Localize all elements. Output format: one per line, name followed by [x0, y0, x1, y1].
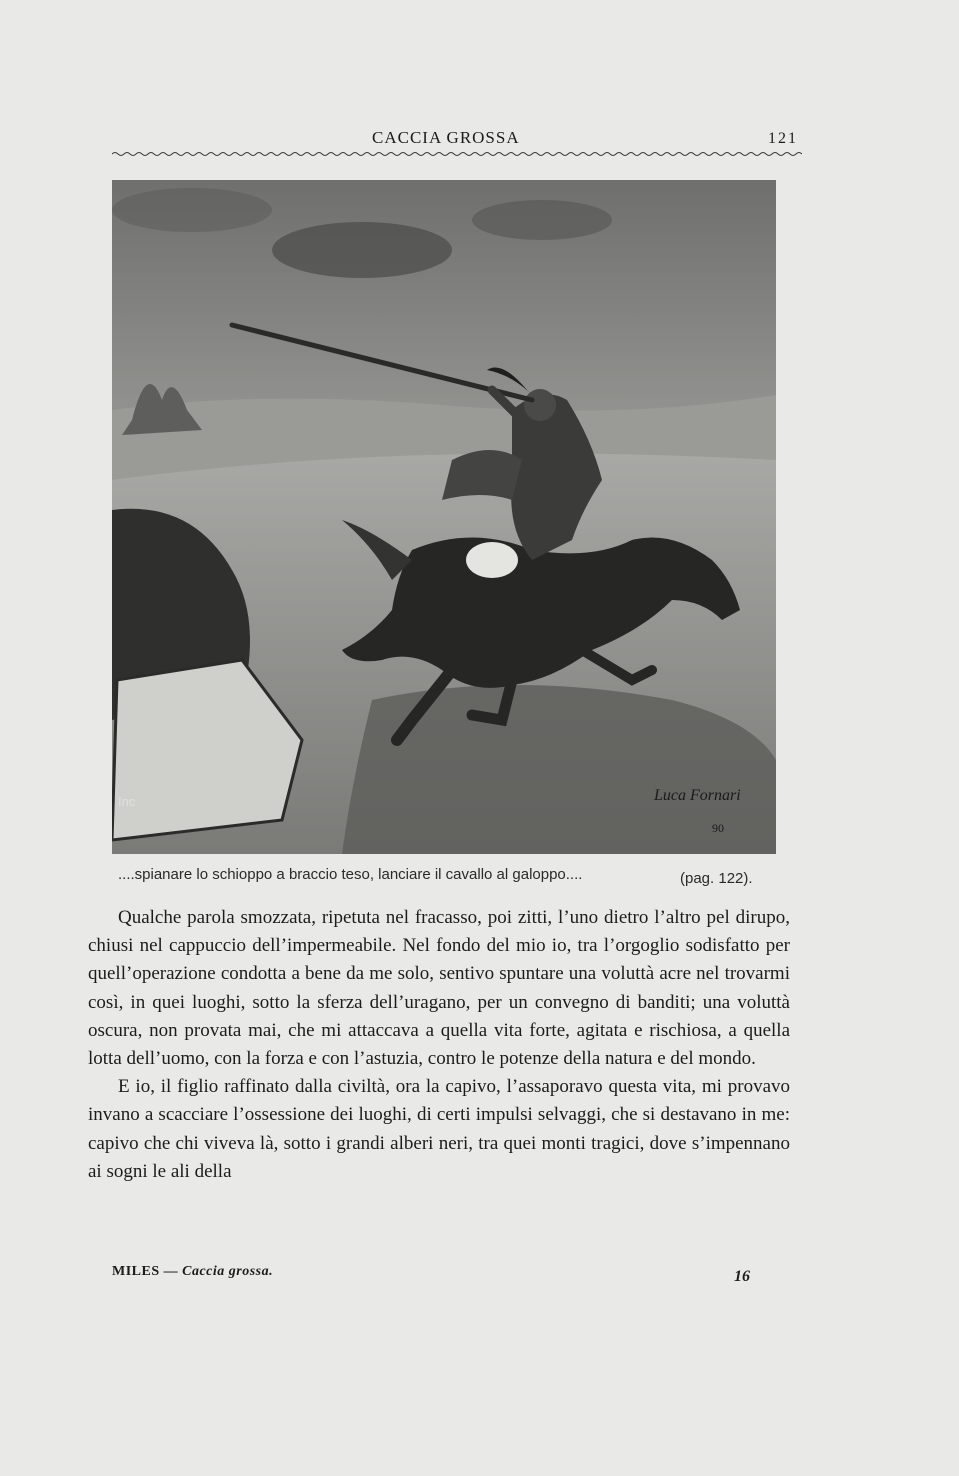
- rider-illustration: [112, 180, 776, 854]
- cloud-dark: [272, 222, 452, 278]
- cloud-dark: [112, 188, 272, 232]
- body-text: [88, 904, 790, 1186]
- caption-page-ref: (pag. 122).: [680, 870, 753, 887]
- saddle-cloth: [466, 542, 518, 578]
- caption-text: ....spianare lo schioppo a braccio teso, lanciare il cavallo al galoppo....: [118, 866, 583, 883]
- wavy-rule: [112, 150, 802, 158]
- artist-signature: Luca Fornari: [654, 787, 741, 804]
- cloud-dark: [472, 200, 612, 240]
- running-title: CACCIA GROSSA: [372, 128, 520, 147]
- artist-year: 90: [712, 821, 724, 835]
- paragraph: Qualche parola smozzata, ripetuta nel fracasso, poi zitti, l’uno dietro l’altro pel dirupo, chiusi nel cappuccio dell’impermeabile. Nel fondo del mio io, tra l’orgoglio sodisfatto per quell’operazione condotta a bene da me solo, sentivo spuntare una voluttà acre nel trovarmi così, in quei luoghi, sotto la sferza dell’uragano, per un convegno di banditi; una voluttà oscura, non provata mai, che mi attaccava a quella vita forte, agitata e rischiosa, a quella lotta dell’uomo, con la forza e con l’astuzia, contro le potenze della natura e del mondo.: [88, 907, 790, 1070]
- footer-title: Caccia grossa.: [182, 1264, 274, 1279]
- running-head: [110, 128, 800, 150]
- rider-head: [524, 389, 556, 421]
- page-number: 121: [768, 130, 798, 147]
- footer-signature-line: [112, 1264, 273, 1280]
- figure-caption: [118, 866, 768, 887]
- illustration-plate: [112, 180, 776, 854]
- footer-author: MILES: [112, 1264, 160, 1279]
- paragraph: E io, il figlio raffinato dalla civiltà, ora la capivo, l’assaporavo questa vita, mi provavo invano a scacciare l’ossessione dei luoghi, di certi impulsi selvaggi, che si destavano in me: capivo che chi viveva là, sotto i grandi alberi neri, tra quei monti tragici, dove s’impennano ai sogni le ali della: [88, 1076, 790, 1182]
- footer-signature-mark: 16: [734, 1268, 750, 1285]
- footer-dash: —: [163, 1264, 179, 1279]
- corner-mark: Inc: [118, 794, 136, 809]
